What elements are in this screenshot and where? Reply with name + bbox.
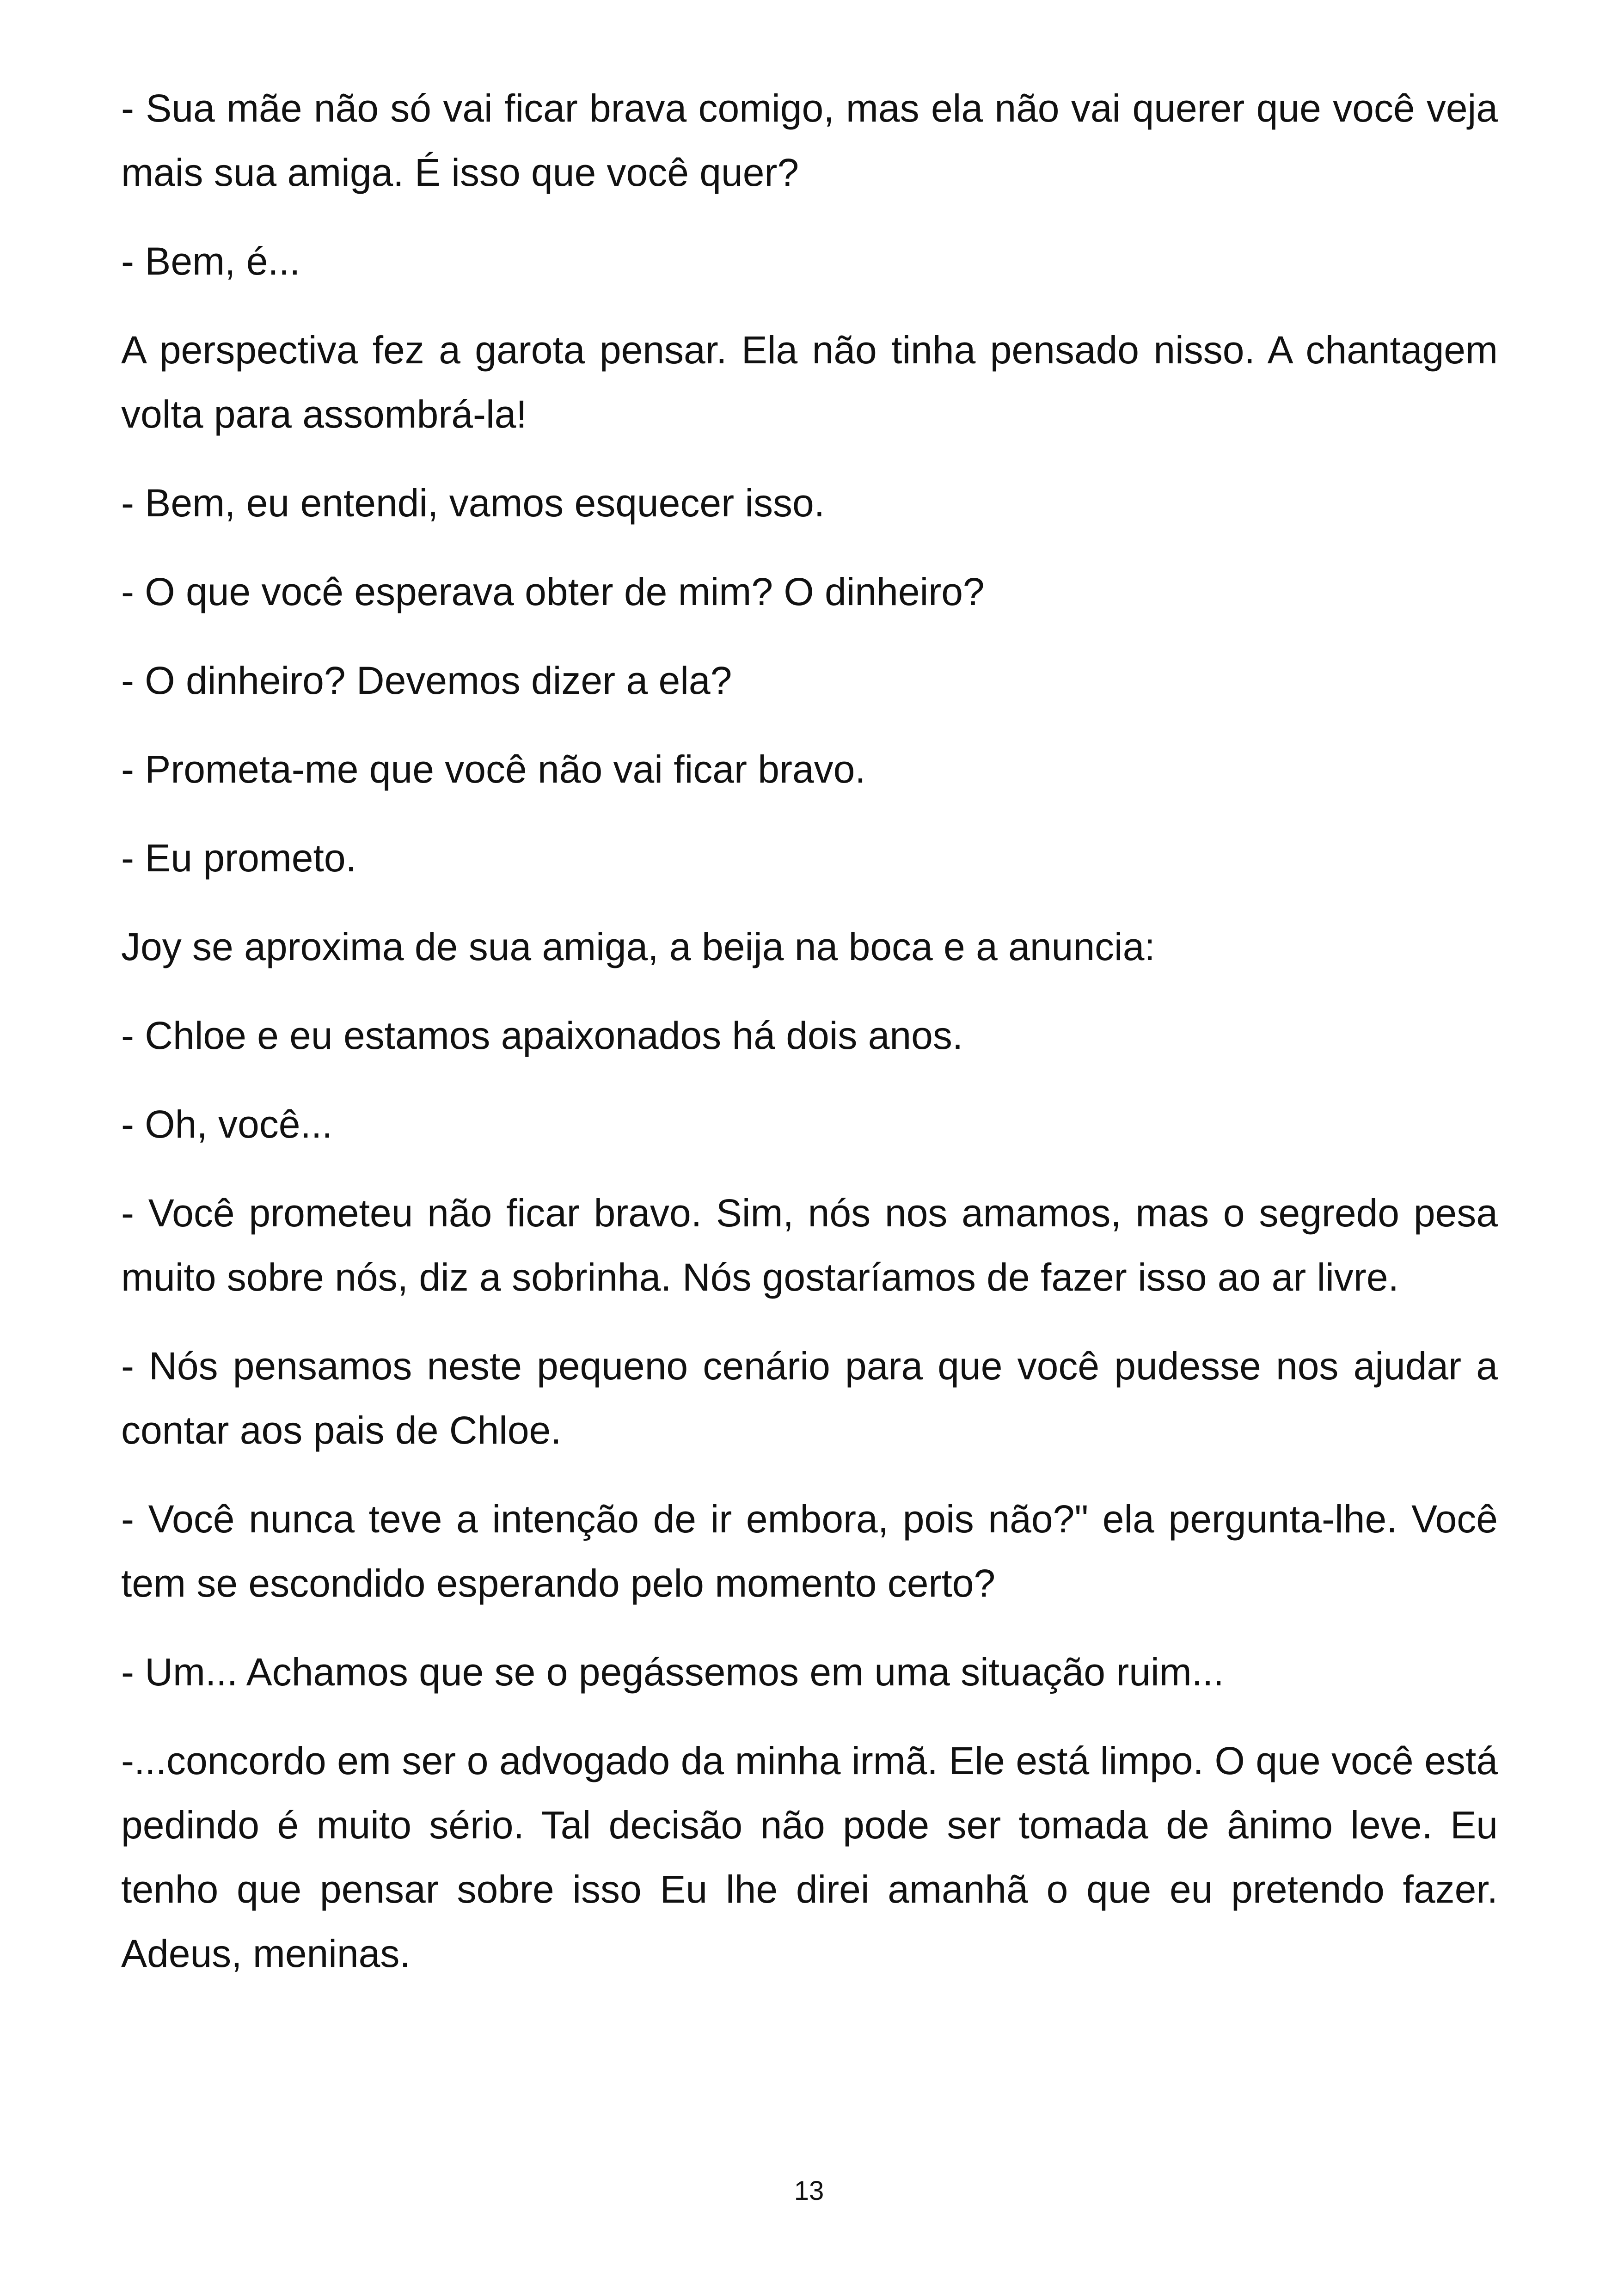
paragraph: - Nós pensamos neste pequeno cenário para que você pudesse nos ajudar a contar aos pais de Chloe. — [121, 1344, 1498, 1452]
paragraph: - Você nunca teve a intenção de ir embora, pois não?" ela pergunta-lhe. Você tem se escondido esperando pelo momento certo? — [121, 1497, 1498, 1605]
paragraph: - O que você esperava obter de mim? O dinheiro? — [121, 570, 985, 613]
paragraph: - Eu prometo. — [121, 836, 356, 880]
paragraph: - Sua mãe não só vai ficar brava comigo, mas ela não vai querer que você veja mais sua amiga. É isso que você quer? — [121, 86, 1498, 194]
paragraph: - Bem, eu entendi, vamos esquecer isso. — [121, 481, 825, 525]
paragraph: - Chloe e eu estamos apaixonados há dois anos. — [121, 1014, 963, 1057]
paragraph: A perspectiva fez a garota pensar. Ela não tinha pensado nisso. A chantagem volta para assombrá-la! — [121, 328, 1498, 436]
paragraph: - Você prometeu não ficar bravo. Sim, nós nos amamos, mas o segredo pesa muito sobre nós, diz a sobrinha. Nós gostaríamos de fazer isso ao ar livre. — [121, 1191, 1498, 1299]
paragraph: Joy se aproxima de sua amiga, a beija na boca e a anuncia: — [121, 925, 1155, 968]
paragraph: - Um... Achamos que se o pegássemos em uma situação ruim... — [121, 1650, 1224, 1694]
paragraph: - O dinheiro? Devemos dizer a ela? — [121, 659, 732, 702]
text-body — [121, 76, 1498, 2010]
paragraph: -...concordo em ser o advogado da minha irmã. Ele está limpo. O que você está pedindo é muito sério. Tal decisão não pode ser tomada de ânimo leve. Eu tenho que pensar sobre isso Eu lhe direi amanhã o que eu pretendo fazer. Adeus, meninas. — [121, 1739, 1498, 1975]
paragraph: - Bem, é... — [121, 239, 300, 283]
paragraph: - Oh, você... — [121, 1102, 333, 1146]
paragraph: - Prometa-me que você não vai ficar bravo. — [121, 747, 866, 791]
page-number: 13 — [794, 2176, 824, 2206]
